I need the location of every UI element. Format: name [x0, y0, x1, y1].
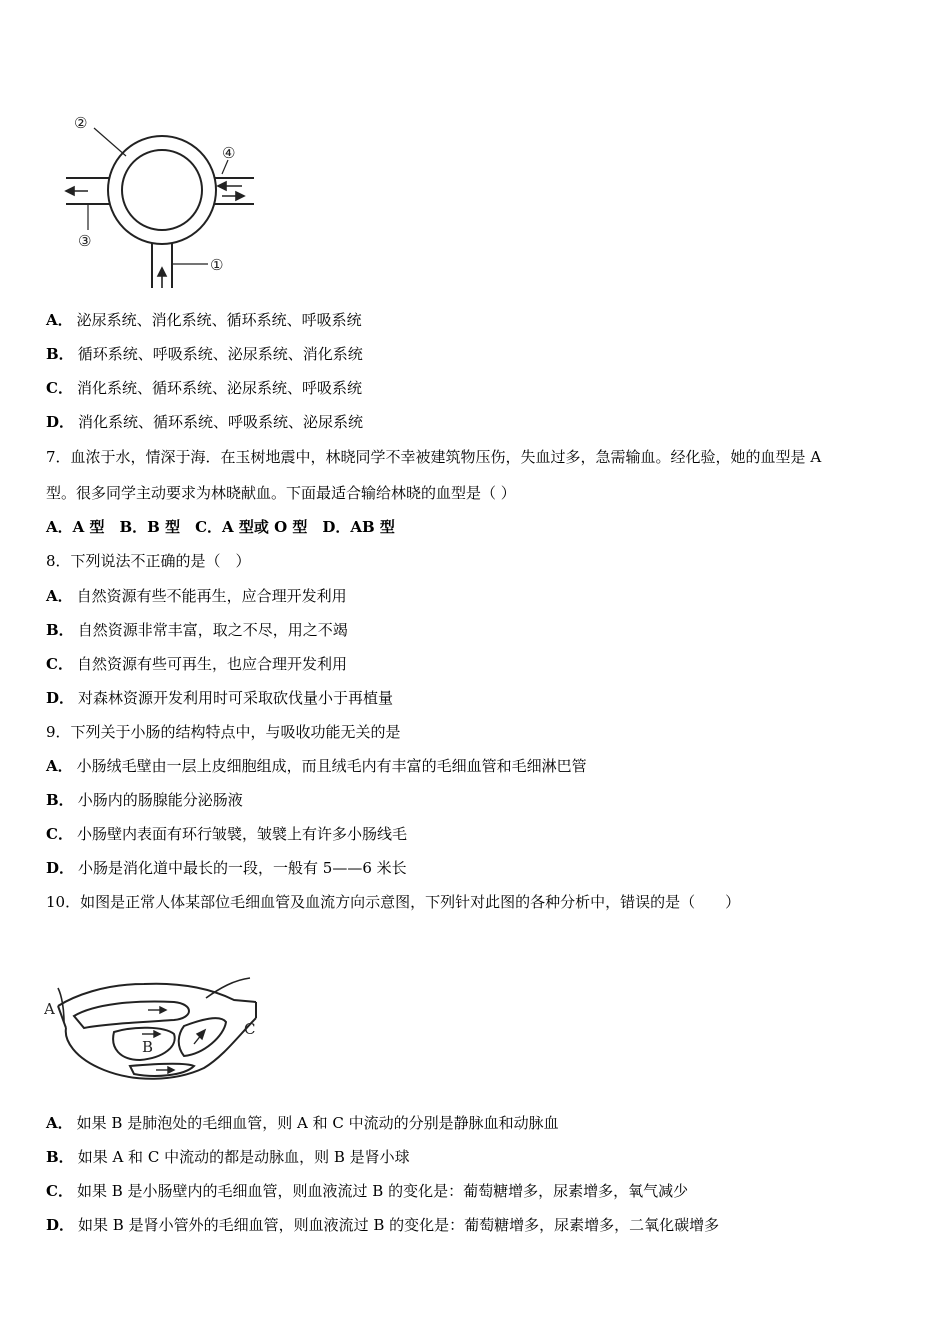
- label-4: ④: [222, 144, 236, 162]
- q9-option-c: C． 小肠壁内表面有环行皱襞，皱襞上有许多小肠线毛: [46, 825, 407, 843]
- q9-option-d: D． 小肠是消化道中最长的一段，一般有 5——6 米长: [46, 859, 407, 877]
- q6-option-c: C． 消化系统、循环系统、泌尿系统、呼吸系统: [46, 379, 362, 397]
- label-1: ①: [210, 256, 224, 274]
- q10-option-c: C． 如果 B 是小肠壁内的毛细血管，则血液流过 B 的变化是：葡萄糖增多，尿素增多，氧气减少: [46, 1182, 689, 1200]
- label-a: A: [44, 1000, 55, 1018]
- q6-option-a: A． 泌尿系统、消化系统、循环系统、呼吸系统: [46, 311, 362, 329]
- label-c: C: [244, 1020, 256, 1038]
- q7-options: A．A 型 B．B 型 C．A 型或 O 型 D．AB 型: [46, 518, 395, 536]
- q7-stem-line2: 型。很多同学主动要求为林晓献血。下面最适合输给林晓的血型是（ ）: [46, 484, 516, 502]
- label-2: ②: [74, 114, 88, 132]
- q10-option-a: A． 如果 B 是肺泡处的毛细血管，则 A 和 C 中流动的分别是静脉血和动脉血: [46, 1114, 559, 1132]
- q8-stem: 8．下列说法不正确的是（ ）: [46, 552, 251, 570]
- q10-option-d: D． 如果 B 是肾小管外的毛细血管，则血液流过 B 的变化是：葡萄糖增多，尿素增多，二氧化碳增多: [46, 1216, 720, 1234]
- q9-stem: 9．下列关于小肠的结构特点中，与吸收功能无关的是: [46, 723, 401, 741]
- q10-option-b: B． 如果 A 和 C 中流动的都是动脉血，则 B 是肾小球: [46, 1148, 410, 1166]
- q9-option-b: B． 小肠内的肠腺能分泌肠液: [46, 791, 243, 809]
- q6-option-b: B． 循环系统、呼吸系统、泌尿系统、消化系统: [46, 345, 363, 363]
- label-3: ③: [78, 232, 92, 250]
- q10-stem: 10．如图是正常人体某部位毛细血管及血流方向示意图，下列针对此图的各种分析中，错误的是（ ）: [46, 893, 741, 911]
- organ-circulation-figure: [58, 108, 258, 293]
- capillary-network-figure: [44, 970, 266, 1088]
- q8-option-a: A． 自然资源有些不能再生，应合理开发利用: [46, 587, 347, 605]
- label-b: B: [142, 1038, 154, 1056]
- q8-option-d: D． 对森林资源开发利用时可采取砍伐量小于再植量: [46, 689, 394, 707]
- q8-option-b: B． 自然资源非常丰富，取之不尽，用之不竭: [46, 621, 348, 639]
- q9-option-a: A． 小肠绒毛壁由一层上皮细胞组成，而且绒毛内有丰富的毛细血管和毛细淋巴管: [46, 757, 587, 775]
- q8-option-c: C． 自然资源有些可再生，也应合理开发利用: [46, 655, 347, 673]
- q7-stem-line1: 7．血浓于水，情深于海．在玉树地震中，林晓同学不幸被建筑物压伤，失血过多，急需输血。经化验，她的血型是 A: [46, 448, 822, 466]
- q6-option-d: D． 消化系统、循环系统、呼吸系统、泌尿系统: [46, 413, 364, 431]
